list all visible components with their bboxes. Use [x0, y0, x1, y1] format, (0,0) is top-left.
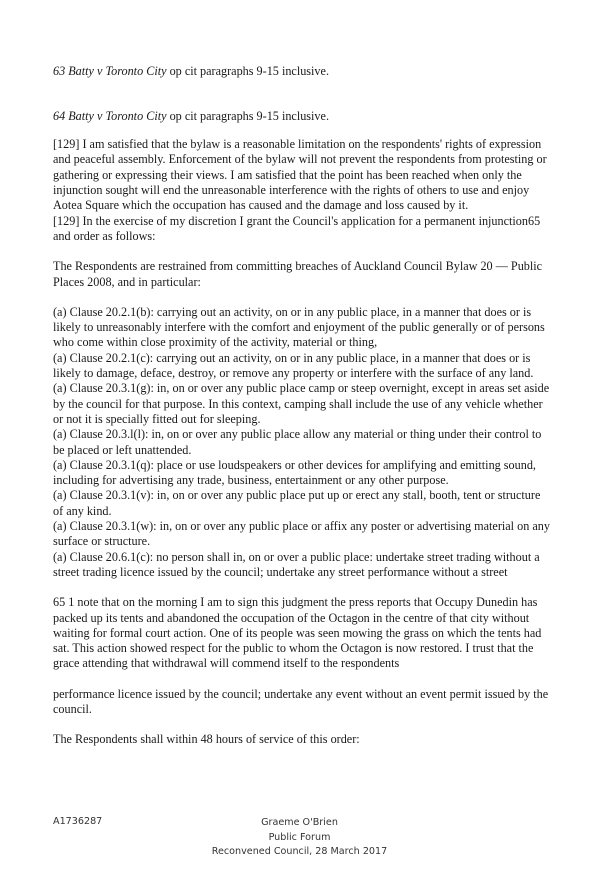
clause-item: (a) Clause 20.3.l(l): in, on or over any public place allow any material or thing under their control to be placed or left unattended. [53, 427, 542, 457]
clause-list [53, 305, 553, 580]
page-footer [0, 816, 599, 860]
clause-item: (a) Clause 20.6.1(c): no person shall in, on or over a public place: undertake street trading without a street trading licence issued by the council; undertake any street performance without a street [53, 549, 540, 579]
clause-item: (a) Clause 20.2.1(b): carrying out an activity, on or in any public place, in a manner that does or is likely to unreasonably interfere with the comfort and enjoyment of the public generally or of persons who come within close proximity of the activity, material or thing, [53, 304, 545, 350]
footnote-64-prefix: 64 Batty v Toronto City [53, 108, 167, 123]
footnote-63-prefix: 63 Batty v Toronto City [53, 64, 167, 79]
clause-item: (a) Clause 20.3.1(q): place or use loudspeakers or other devices for amplifying and emitting sound, including for advertising any trade, business, entertainment or any other purpose. [53, 457, 536, 488]
footer-author: Graeme O'Brien [261, 817, 338, 828]
respondents-order: The Respondents shall within 48 hours of service of this order: [53, 732, 360, 747]
footnote-64: 64 Batty v Toronto City op cit paragraphs 9-15 inclusive. [53, 108, 329, 123]
clause-item: (a) Clause 20.3.1(g): in, on or over any public place camp or steep overnight, except in areas set aside by the council for that purpose. In this context, camping shall include the use of any vehicle whether or not it is specially fitted out for sleeping. [53, 381, 550, 426]
footer-section: Public Forum [268, 831, 331, 843]
continuation-text: performance licence issued by the council; undertake any event without an event permit issued by the council. [53, 686, 549, 716]
footnote-65: 65 1 note that on the morning I am to sign this judgment the press reports that Occupy Dunedin has packed up its tents and abandoned the occupation of the Octagon in the centre of that city without waiting for formal court action. One of its people was seen mowing the grass on which the tents had sat. This action showed respect for the public to whom the Octagon is now restored. I trust that the grace attending that withdrawal will commend itself to the respondents [53, 595, 542, 671]
paragraph-129-discretion: [129] In the exercise of my discretion I grant the Council's application for a permanent injunction65 and order as follows: [53, 213, 541, 243]
footer-doc-id: A1736287 [53, 816, 103, 827]
paragraph-129-satisfied: [129] I am satisfied that the bylaw is a reasonable limitation on the respondents' rights of expression and peaceful assembly. Enforcement of the bylaw will not prevent the respondents from protesting or gathering or expressing their views. I am satisfied that the point has been reached when only the injunction sought will end the unreasonable interference with the rights of others to use and enjoy Aotea Square which the occupation has caused and the damage and loss caused by it. [53, 137, 547, 213]
restrained-intro: The Respondents are restrained from committing breaches of Auckland Council Bylaw 20 — Public Places 2008, and in particular: [53, 259, 543, 289]
clause-item: (a) Clause 20.2.1(c): carrying out an activity, on or in any public place, in a manner that does or is likely to damage, deface, destroy, or remove any property or interfere with the surface of any land. [53, 350, 534, 381]
footer-meeting: Reconvened Council, 28 March 2017 [211, 846, 388, 857]
clause-item: (a) Clause 20.3.1(w): in, on or over any public place or affix any poster or advertising material on any surface or structure. [53, 519, 550, 549]
clause-item: (a) Clause 20.3.1(v): in, on or over any public place put up or erect any stall, booth, tent or structure of any kind. [53, 488, 541, 518]
document-body [53, 49, 553, 748]
footnote-63: 63 Batty v Toronto City op cit paragraphs 9-15 inclusive. [53, 64, 329, 79]
